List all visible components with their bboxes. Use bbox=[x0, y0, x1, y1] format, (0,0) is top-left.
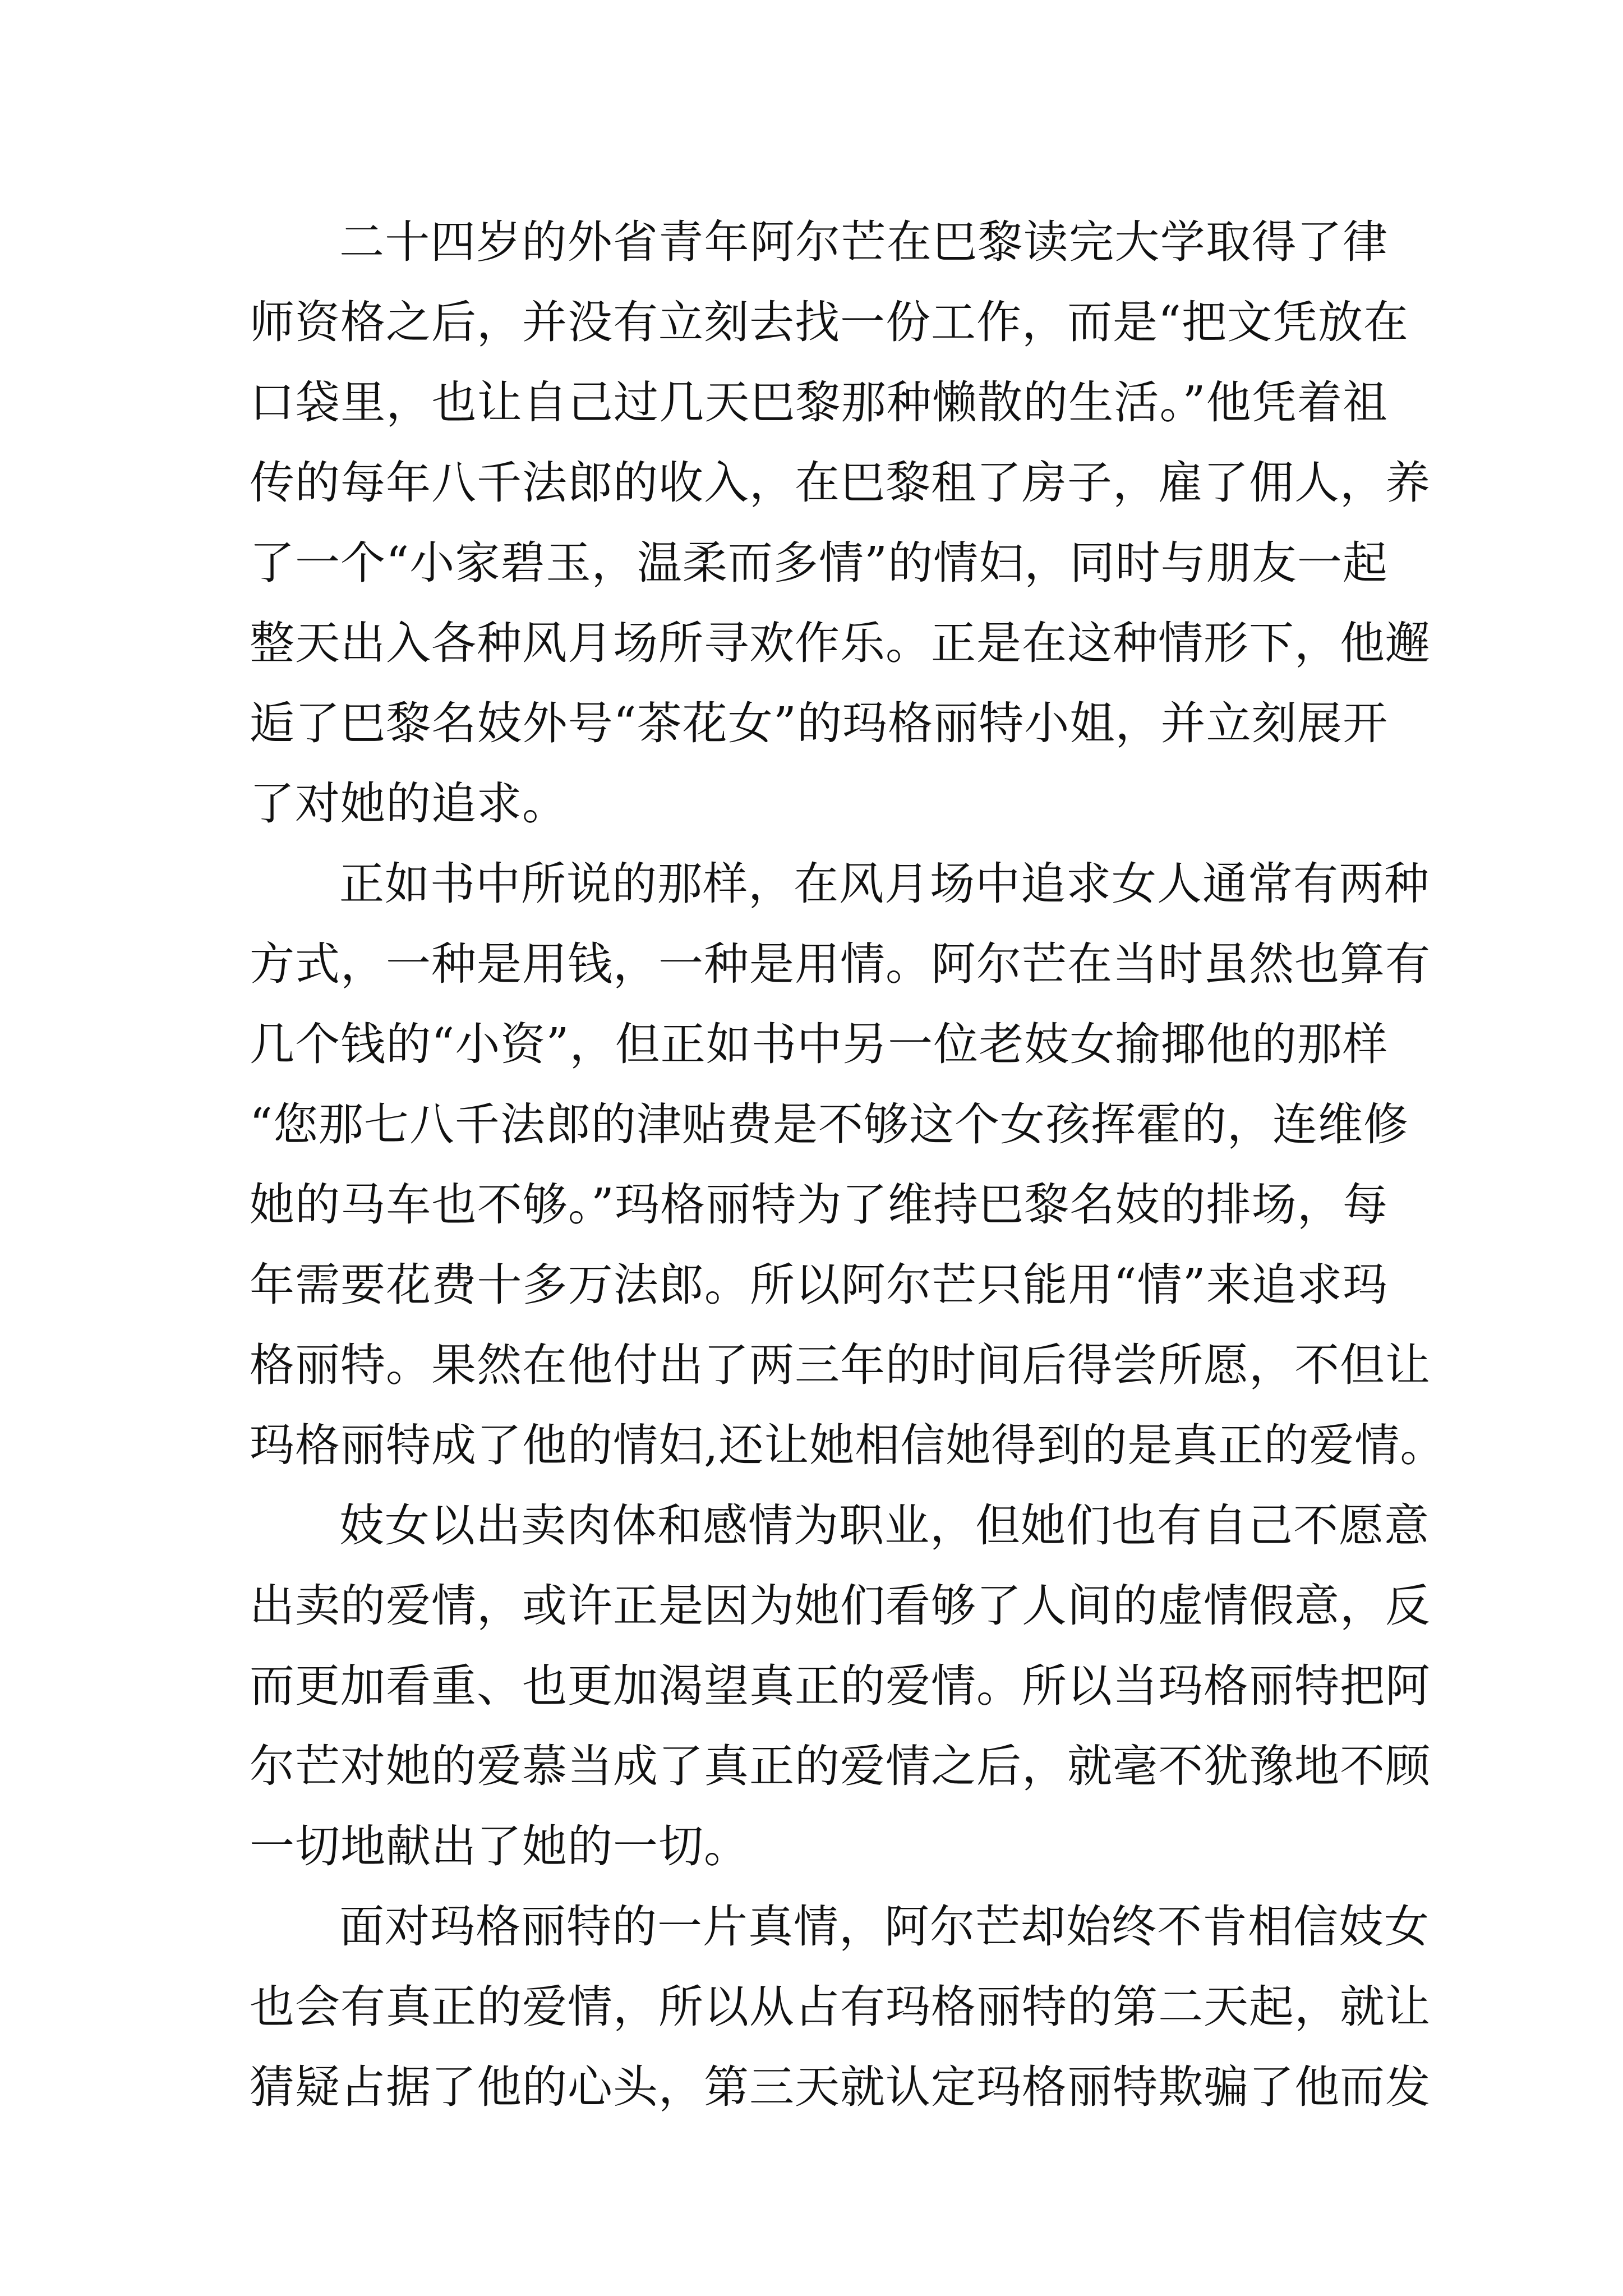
text-line: 尔芒对她的爱慕当成了真正的爱情之后，就毫不犹豫地不顾 bbox=[250, 1740, 1431, 1792]
text-line: 二十四岁的外省青年阿尔芒在巴黎读完大学取得了律 bbox=[339, 216, 1388, 268]
paragraph-2 bbox=[250, 844, 1446, 1485]
text-line: 正如书中所说的那样，在风月场中追求女人通常有两种 bbox=[339, 858, 1430, 910]
text-line: 玛格丽特成了他的情妇,还让她相信她得到的是真正的爱情。 bbox=[250, 1419, 1446, 1471]
text-line: 几个钱的“小资”，但正如书中另一位老妓女揄揶他的那样 bbox=[250, 1018, 1388, 1070]
text-line: 妓女以出卖肉体和感情为职业，但她们也有自己不愿意 bbox=[339, 1499, 1430, 1552]
paragraph-4 bbox=[250, 1887, 1431, 2127]
text-line: 一切地献出了她的一切。 bbox=[250, 1820, 749, 1872]
text-line: 也会有真正的爱情，所以从占有玛格丽特的第二天起，就让 bbox=[250, 1981, 1431, 2033]
paragraph-1 bbox=[250, 202, 1431, 844]
text-line: 了对她的追求。 bbox=[250, 777, 568, 830]
text-line: 传的每年八千法郎的收入，在巴黎租了房子，雇了佣人，养 bbox=[250, 457, 1431, 509]
text-line: 面对玛格丽特的一片真情，阿尔芒却始终不肯相信妓女 bbox=[339, 1901, 1430, 1953]
text-line: 师资格之后，并没有立刻去找一份工作，而是“把文凭放在 bbox=[250, 296, 1409, 348]
text-line: 整天出入各种风月场所寻欢作乐。正是在这种情形下，他邂 bbox=[250, 617, 1431, 669]
text-line: “您那七八千法郎的津贴费是不够这个女孩挥霍的，连维修 bbox=[250, 1098, 1409, 1151]
text-line: 猜疑占据了他的心头，第三天就认定玛格丽特欺骗了他而发 bbox=[250, 2061, 1431, 2113]
paragraph-3 bbox=[250, 1485, 1431, 1887]
text-line: 而更加看重、也更加渴望真正的爱情。所以当玛格丽特把阿 bbox=[250, 1660, 1431, 1712]
text-line: 方式，一种是用钱，一种是用情。阿尔芒在当时虽然也算有 bbox=[250, 938, 1431, 990]
text-line: 逅了巴黎名妓外号“茶花女”的玛格丽特小姐，并立刻展开 bbox=[250, 697, 1388, 749]
text-line: 了一个“小家碧玉，温柔而多情”的情妇，同时与朋友一起 bbox=[250, 537, 1388, 589]
text-line: 出卖的爱情，或许正是因为她们看够了人间的虚情假意，反 bbox=[250, 1580, 1431, 1632]
text-line: 格丽特。果然在他付出了两三年的时间后得尝所愿，不但让 bbox=[250, 1339, 1431, 1391]
text-line: 口袋里，也让自己过几天巴黎那种懒散的生活。”他凭着祖 bbox=[250, 376, 1388, 429]
text-line: 年需要花费十多万法郎。所以阿尔芒只能用“情”来追求玛 bbox=[250, 1259, 1388, 1311]
text-line: 她的马车也不够。”玛格丽特为了维持巴黎名妓的排场，每 bbox=[250, 1179, 1388, 1231]
body-text bbox=[250, 202, 1446, 2127]
